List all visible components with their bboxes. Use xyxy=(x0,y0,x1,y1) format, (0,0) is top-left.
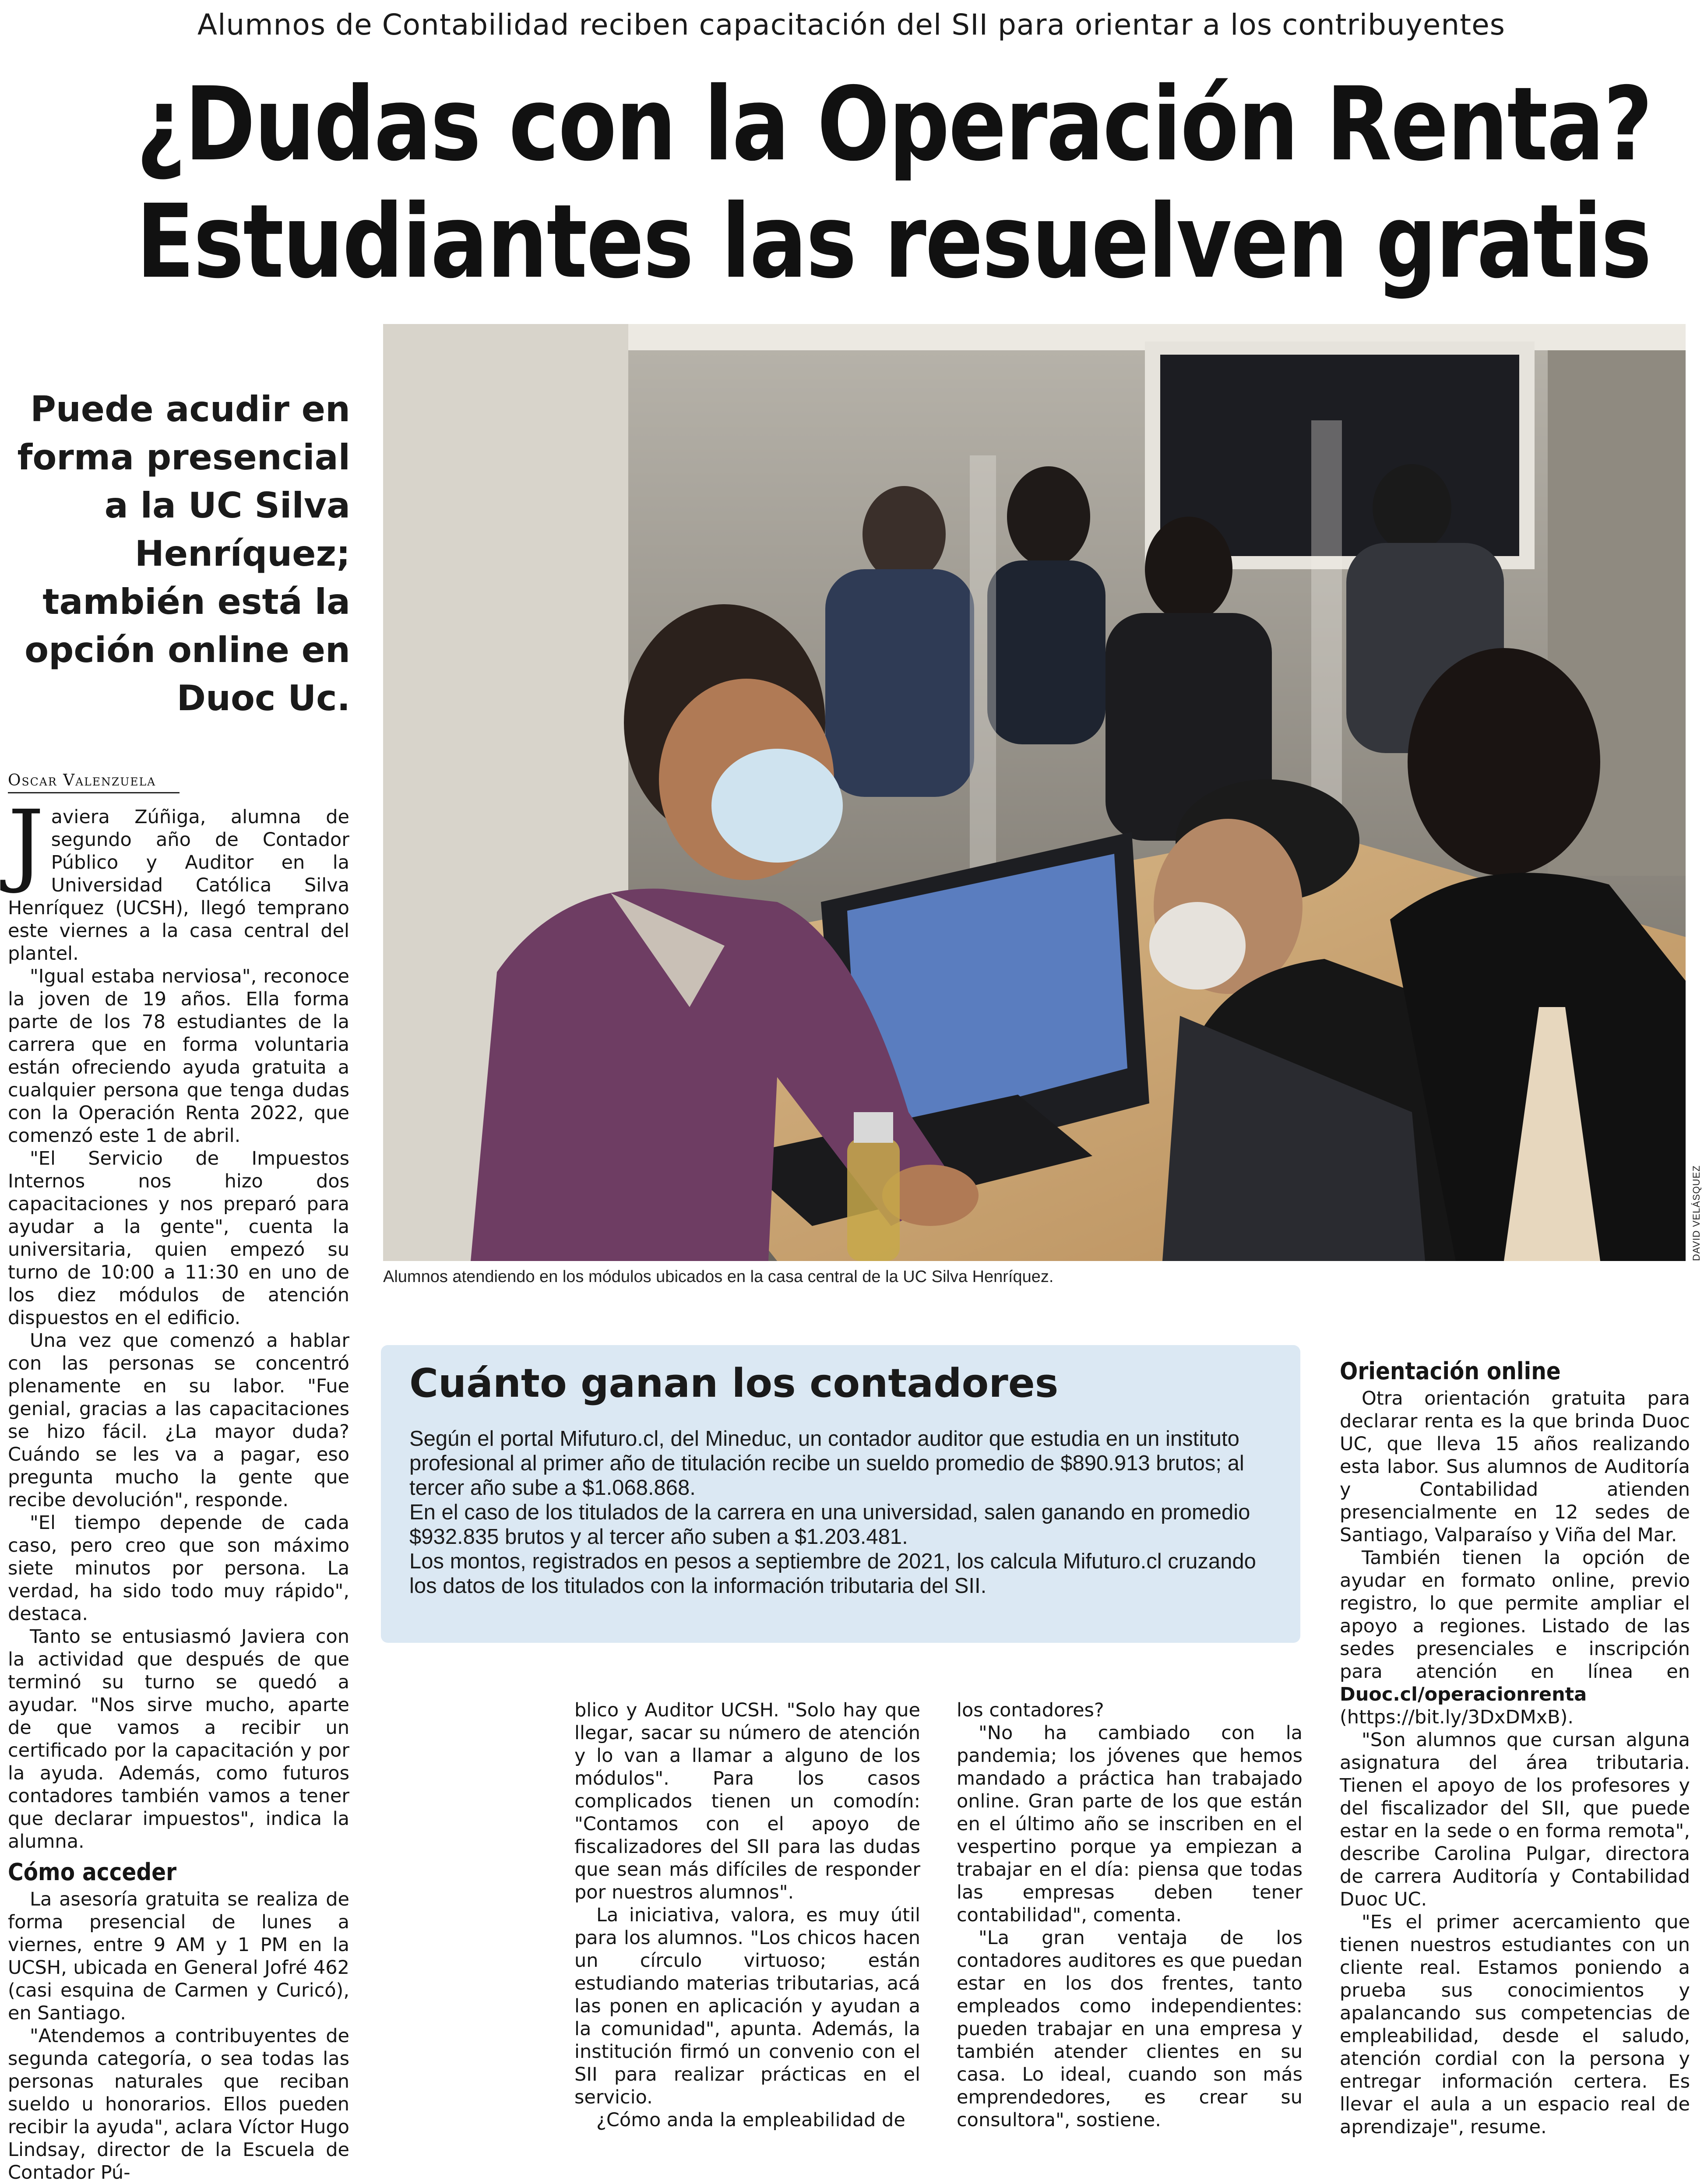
paragraph: Otra orientación gratuita para declarar renta es la que brinda Duoc UC, que lleva 15 años realizando esta labor. Sus alumnos de Auditoría y Contabilidad atienden presencialmente en 12 sedes de Santiago, Valparaíso y Viña del Mar. xyxy=(1340,1388,1690,1546)
paragraph: La iniciativa, valora, es muy útil para los alumnos. "Los chicos hacen un círculo virtuoso; están estudiando materias tributarias, acá las ponen en aplicación y ayudan a la comunidad", apunta. Además, la institución firmó un convenio con el SII para realizar prácticas en el servicio. xyxy=(574,1904,920,2108)
paragraph: los contadores? xyxy=(957,1699,1104,1721)
byline xyxy=(8,771,180,793)
paragraph: "Es el primer acercamiento que tienen nuestros estudiantes con un cliente real. Estamos poniendo a prueba sus conocimientos y apalancando sus competencias de empleabilidad, desde el saludo, atención cordial con la persona y entregar información certera. Es llevar el aula a un espacio real de aprendizaje", resume. xyxy=(1340,1911,1690,2138)
byline-text: Oscar Valenzuela xyxy=(8,771,156,789)
news-photo xyxy=(383,324,1686,1261)
paragraph: En el caso de los titulados de la carrera en una universidad, salen ganando en promedio $932.835 brutos y al tercer año suben a $1.203.481. xyxy=(409,1501,1250,1549)
paragraph: blico y Auditor UCSH. "Solo hay que llegar, sacar su número de atención y lo van a llamar a alguno de los módulos". Para los casos complicados tienen un comodín: "Contamos con el apoyo de fiscalizadores del SII para las dudas que sean más difíciles de responder por nuestros alumnos". xyxy=(574,1699,920,1903)
duoc-link[interactable]: Duoc.cl/operacionrenta xyxy=(1340,1684,1587,1705)
paragraph: "El Servicio de Impuestos Internos nos hizo dos capacitaciones y nos preparó para ayudar a la gente", cuenta la universitaria, quien empezó su turno de 10:00 a 11:30 en uno de los diez módulos de atención dispuestos en el edificio. xyxy=(8,1148,349,1329)
paragraph: "La gran ventaja de los contadores auditores es que puedan estar en los dos frentes, tanto empleados como independientes: pueden trabajar en una empresa y también atender clientes en su casa. Lo ideal, cuando son más emprendedores, es crear su consultora", sostiene. xyxy=(957,1927,1303,2131)
subhead-como-acceder: Cómo acceder xyxy=(8,1858,177,1886)
short-link[interactable]: (https://bit.ly/3DxDMxB). xyxy=(1340,1706,1574,1728)
paragraph-text: aviera Zúñiga, alumna de segundo año de Contador Público y Auditor en la Universidad Católica Silva Henríquez (UCSH), llegó temprano este viernes a la casa central del plantel. xyxy=(8,806,349,965)
photo-credit: DAVID VELÁSQUEZ xyxy=(1691,1165,1702,1261)
subhead-orientacion-online: Orientación online xyxy=(1340,1357,1561,1385)
paragraph: Una vez que comenzó a hablar con las personas se concentró plenamente en su labor. "Fue genial, gracias a las capacitaciones se hizo fácil. ¿La mayor duda? Cuándo se les va a pagar, eso pregunta mucho la gente que recibe devolución", responde. xyxy=(8,1330,349,1511)
paragraph: "Igual estaba nerviosa", reconoce la joven de 19 años. Ella forma parte de los 78 estudiantes de la carrera que en forma voluntaria están ofreciendo ayuda gratuita a cualquier persona que tenga dudas con la Operación Renta 2022, que comenzó este 1 de abril. xyxy=(8,965,349,1147)
paragraph xyxy=(1340,1546,1690,1729)
article-column-3 xyxy=(957,1699,1303,2131)
salary-box-text xyxy=(409,1427,1281,1598)
paragraph: "El tiempo depende de cada caso, pero creo que son máximo siete minutos por persona. La verdad, ha sido todo muy rápido", destaca. xyxy=(8,1512,349,1625)
paragraph: ¿Cómo anda la empleabilidad de xyxy=(596,2109,905,2131)
paragraph: Según el portal Mifuturo.cl, del Mineduc, un contador auditor que estudia en un instituto profesional al primer año de titulación recibe un sueldo promedio de $890.913 brutos; al tercer año sube a $1.068.868. xyxy=(409,1427,1244,1500)
headline xyxy=(136,65,1652,301)
drop-cap: J xyxy=(8,791,44,896)
kicker: Alumnos de Contabilidad reciben capacitación del SII para orientar a los contribuyentes xyxy=(197,8,1506,42)
paragraph: "Atendemos a contribuyentes de segunda categoría, o sea todas las personas naturales que reciban sueldo u honorarios. Ellos pueden recibir la ayuda", aclara Víctor Hugo Lindsay, director de la Escuela de Contador Pú- xyxy=(8,2025,349,2184)
salary-box-title: Cuánto ganan los contadores xyxy=(409,1360,1059,1406)
paragraph xyxy=(8,791,349,965)
photo-caption: Alumnos atendiendo en los módulos ubicados en la casa central de la UC Silva Henríquez. xyxy=(383,1268,1054,1286)
headline-line-2: Estudiantes las resuelven gratis xyxy=(136,183,1651,301)
paragraph: Los montos, registrados en pesos a septiembre de 2021, los calcula Mifuturo.cl cruzando los datos de los titulados con la información tributaria del SII. xyxy=(409,1550,1256,1598)
lead-text: Puede acudir en forma presencial a la UC Silva Henríquez; también está la opción online en Duoc Uc. xyxy=(17,389,350,719)
paragraph: "No ha cambiado con la pandemia; los jóvenes que hemos mandado a práctica han trabajado online. Gran parte de los que están en el último año se inscriben en el vespertino porque ya empiezan a trabajar en el día: piensa que todas las empresas deben tener contabilidad", comenta. xyxy=(957,1722,1303,1926)
paragraph: Tanto se entusiasmó Javiera con la actividad que después de que terminó su turno se quedó a ayudar. "Nos sirve mucho, aparte de que vamos a recibir un certificado por la capacitación y por la ayuda. Además, como futuros contadores también vamos a tener que declarar impuestos", indica la alumna. xyxy=(8,1626,349,1853)
photo-illustration xyxy=(383,324,1686,1261)
paragraph: "Son alumnos que cursan alguna asignatura del área tributaria. Tienen el apoyo de los profesores y del fiscalizador del SII, que puede estar en la sede o en forma remota", describe Carolina Pulgar, directora de carrera Auditoría y Contabilidad Duoc UC. xyxy=(1340,1729,1690,1910)
headline-line-1: ¿Dudas con la Operación Renta? xyxy=(136,65,1652,183)
paragraph: La asesoría gratuita se realiza de forma presencial de lunes a viernes, entre 9 AM y 1 PM en la UCSH, ubicada en General Jofré 462 (casi esquina de Carmen y Curicó), en Santiago. xyxy=(8,1888,349,2024)
article-column-4 xyxy=(1340,1357,1690,2138)
article-column-1 xyxy=(8,791,349,2184)
paragraph-text: También tienen la opción de ayudar en formato online, previo registro, lo que permite ampliar el apoyo a regiones. Listado de las sedes presenciales e inscripción para atención en línea en xyxy=(1340,1547,1690,1683)
article-column-2 xyxy=(574,1699,920,2131)
